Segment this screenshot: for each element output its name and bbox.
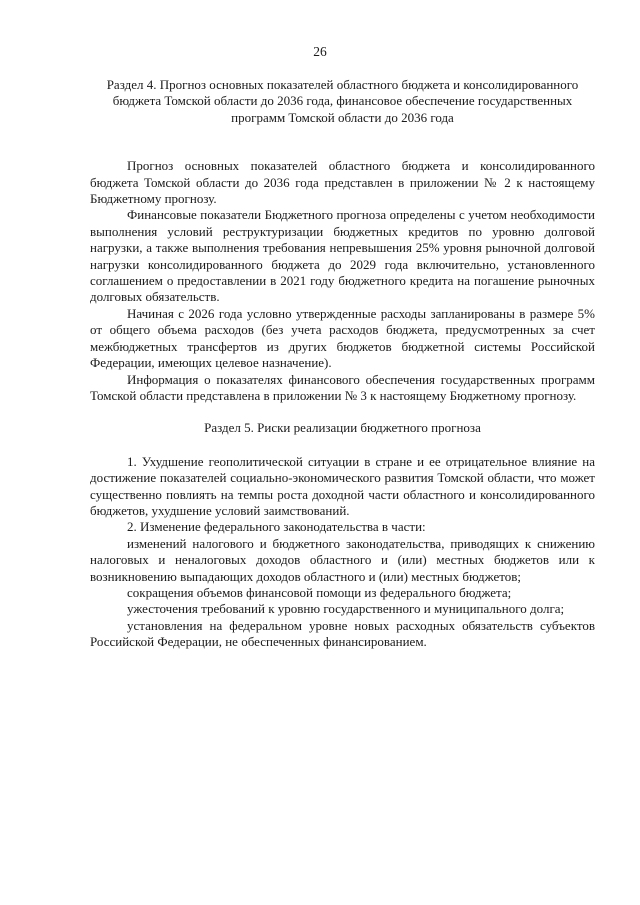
section-5-heading: Раздел 5. Риски реализации бюджетного прогноза <box>204 420 481 436</box>
section-4-paragraph: Начиная с 2026 года условно утвержденные расходы запланированы в размере 5% от общего объема расходов (без учета расходов бюджета, предусмотренных за счет межбюджетных трансфертов из других бюджетов бюджетной системы Российской Федерации, имеющих целевое назначение). <box>90 305 595 371</box>
section-5-paragraph: сокращения объемов финансовой помощи из федерального бюджета; <box>127 584 512 600</box>
page-number: 26 <box>313 44 327 59</box>
section-4-paragraph: Финансовые показатели Бюджетного прогноза определены с учетом необходимости выполнения условий реструктуризации бюджетных кредитов по уровню долговой нагрузки, а также выполнения требования непревышения 25% уровня рыночной долговой нагрузки консолидированного бюджета до 2029 года включительно, установленного соглашением о предоставлении в 2021 году бюджетного кредита на погашение рыночных долговых обязательств. <box>90 207 595 305</box>
section-4-heading: Раздел 4. Прогноз основных показателей областного бюджета и консолидированного бюджета Томской области до 2036 года, финансовое обеспечение государственных программ Томской области до 2036 года <box>106 77 579 125</box>
section-5-paragraph: ужесточения требований к уровню государственного и муниципального долга; <box>127 601 565 617</box>
document-body <box>90 77 595 651</box>
section-5-paragraph: изменений налогового и бюджетного законодательства, приводящих к снижению налоговых и неналоговых доходов областного и (или) местных бюджетов или к возникновению выпадающих доходов областного и (или) местных бюджетов; <box>90 535 595 584</box>
section-5-paragraph: 1. Ухудшение геополитической ситуации в стране и ее отрицательное влияние на достижение показателей социально-экономического развития Томской области, что может существенно повлиять на темпы роста доходной части областного и консолидированного бюджетов, ухудшение условий заимствований. <box>90 453 595 518</box>
section-5-paragraph: установления на федеральном уровне новых расходных обязательств субъектов Российской Федерации, не обеспеченных финансированием. <box>90 617 595 650</box>
section-4-paragraph: Прогноз основных показателей областного бюджета и консолидированного бюджета Томской области до 2036 года представлен в приложении № 2 к настоящему Бюджетному прогнозу. <box>90 158 595 207</box>
section-4-paragraph: Информация о показателях финансового обеспечения государственных программ Томской области представлена в приложении № 3 к настоящему Бюджетному прогнозу. <box>90 371 595 403</box>
section-5-paragraph: 2. Изменение федерального законодательства в части: <box>127 519 426 535</box>
